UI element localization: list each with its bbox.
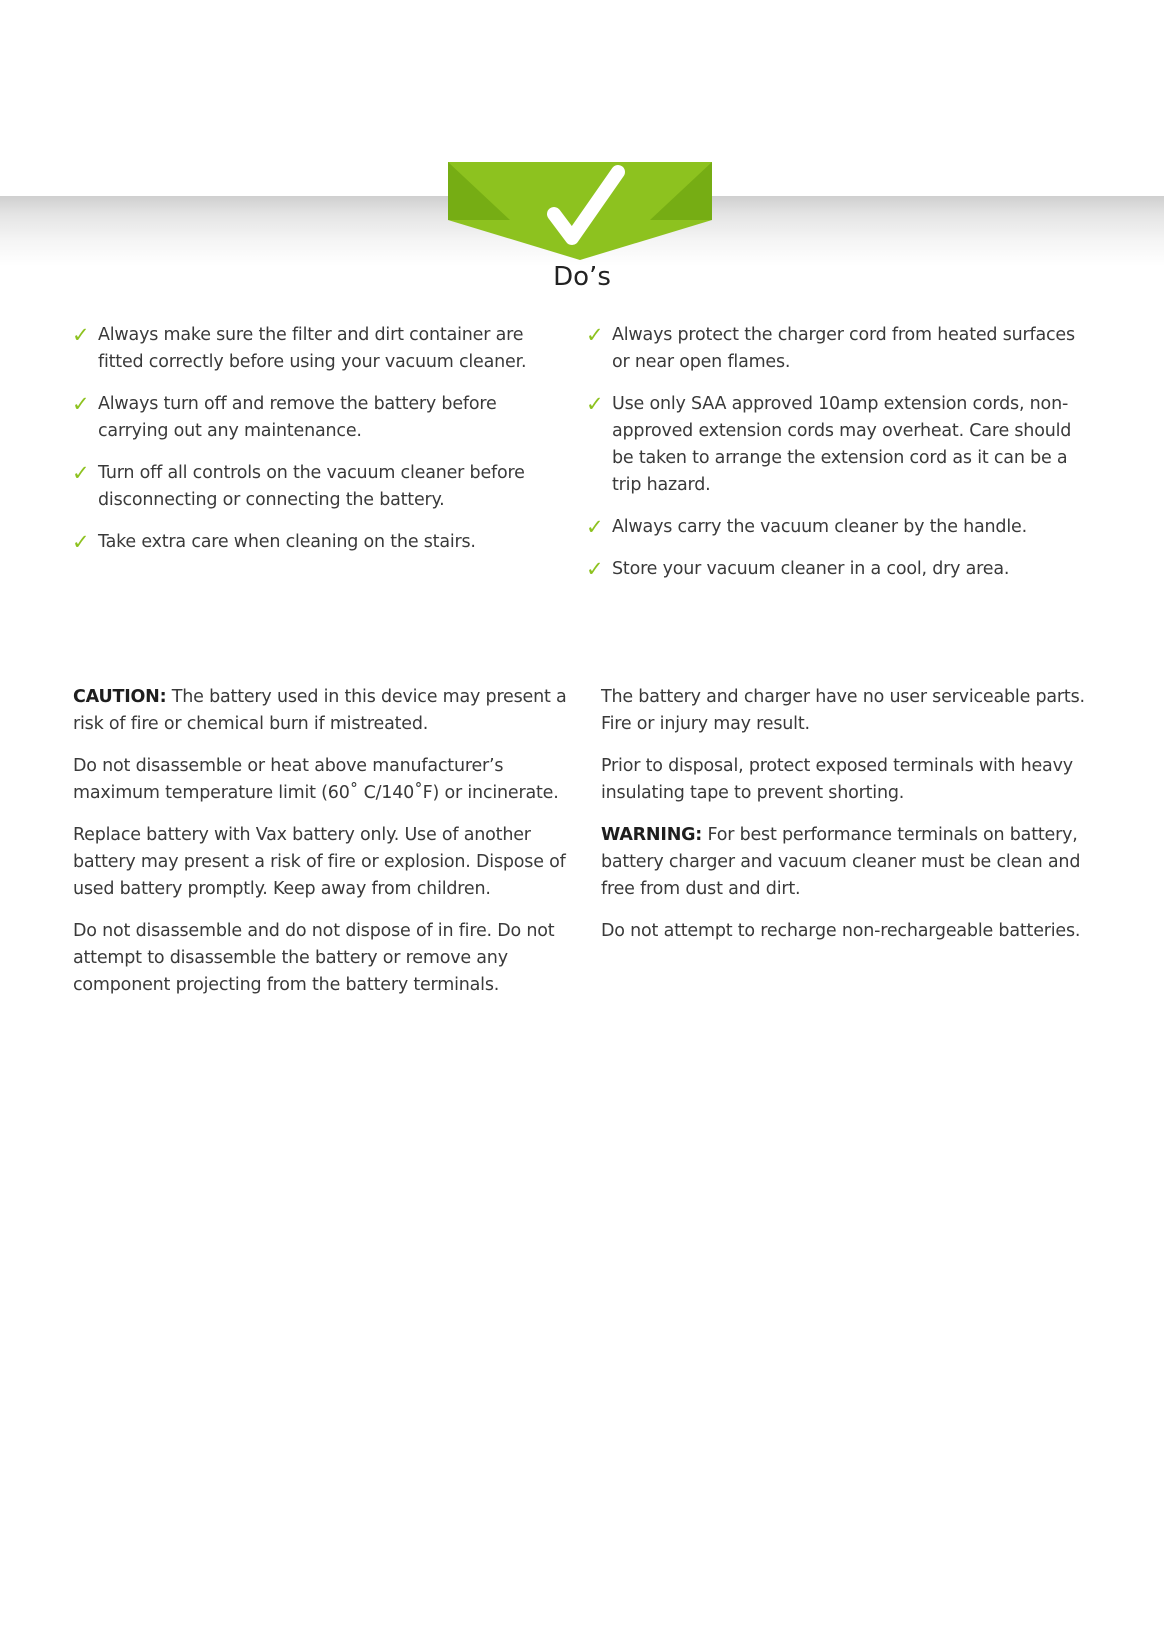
safety-notes-right <box>601 684 1091 960</box>
list-item-text: Use only SAA approved 10amp extension cords, non-approved extension cords may overheat. Care should be taken to arrange the extension cord as it can be a trip hazard. <box>612 394 1072 495</box>
tick-icon: ✓ <box>72 392 90 416</box>
dos-list-left <box>72 322 564 571</box>
paragraph-text: Do not disassemble and do not dispose of in fire. Do not attempt to disassemble the battery or remove any component projecting from the battery terminals. <box>73 921 555 995</box>
paragraph-text: The battery used in this device may present a risk of fire or chemical burn if mistreated. <box>73 687 567 734</box>
safety-paragraph <box>601 684 1091 738</box>
list-item <box>586 322 1086 376</box>
paragraph-text: Replace battery with Vax battery only. Use of another battery may present a risk of fire or explosion. Dispose of used battery promptly. Keep away from children. <box>73 825 566 899</box>
tick-icon: ✓ <box>586 515 604 539</box>
paragraph-text: Prior to disposal, protect exposed terminals with heavy insulating tape to prevent shorting. <box>601 756 1073 803</box>
tick-icon: ✓ <box>72 530 90 554</box>
warning-label: WARNING: <box>601 825 703 845</box>
list-item <box>72 460 564 514</box>
caution-paragraph <box>73 684 573 738</box>
list-item <box>72 529 564 556</box>
safety-paragraph <box>601 753 1091 807</box>
warning-paragraph <box>601 822 1091 903</box>
list-item-text: Always turn off and remove the battery before carrying out any maintenance. <box>98 394 497 441</box>
list-item-text: Always carry the vacuum cleaner by the handle. <box>612 517 1027 537</box>
list-item <box>586 556 1086 583</box>
paragraph-text: For best performance terminals on battery, battery charger and vacuum cleaner must be clean and free from dust and dirt. <box>601 825 1081 899</box>
paragraph-text: Do not attempt to recharge non-rechargeable batteries. <box>601 921 1081 941</box>
dos-list-right <box>586 322 1086 598</box>
safety-paragraph <box>73 822 573 903</box>
safety-paragraph <box>73 753 573 807</box>
list-item <box>72 391 564 445</box>
tick-icon: ✓ <box>586 392 604 416</box>
paragraph-text: Do not disassemble or heat above manufacturer’s maximum temperature limit (60˚ C/140˚F) or incinerate. <box>73 756 559 803</box>
list-item-text: Turn off all controls on the vacuum cleaner before disconnecting or connecting the battery. <box>98 463 525 510</box>
safety-notes-left <box>73 684 573 1014</box>
checkmark-badge <box>448 162 712 262</box>
list-item-text: Take extra care when cleaning on the stairs. <box>98 532 476 552</box>
list-item <box>72 322 564 376</box>
safety-paragraph <box>73 918 573 999</box>
safety-paragraph <box>601 918 1091 945</box>
tick-icon: ✓ <box>586 557 604 581</box>
caution-label: CAUTION: <box>73 687 167 707</box>
page-title: Do’s <box>553 262 611 292</box>
tick-icon: ✓ <box>586 323 604 347</box>
paragraph-text: The battery and charger have no user serviceable parts. Fire or injury may result. <box>601 687 1085 734</box>
tick-icon: ✓ <box>72 461 90 485</box>
list-item-text: Always make sure the filter and dirt container are fitted correctly before using your vacuum cleaner. <box>98 325 527 372</box>
list-item <box>586 514 1086 541</box>
tick-icon: ✓ <box>72 323 90 347</box>
list-item-text: Store your vacuum cleaner in a cool, dry area. <box>612 559 1010 579</box>
list-item <box>586 391 1086 499</box>
list-item-text: Always protect the charger cord from heated surfaces or near open flames. <box>612 325 1075 372</box>
